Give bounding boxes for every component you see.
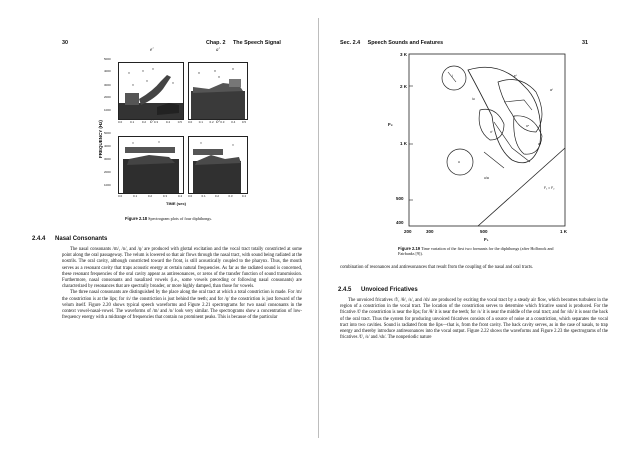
y-tick: 2000 [104, 170, 111, 174]
paragraph: combination of resonances and antiresonances that result from the coupling of the nasal and oral tracts. [340, 265, 534, 270]
y-tick: 1000 [104, 108, 111, 112]
left-page [0, 0, 318, 455]
continuation-text [340, 265, 608, 271]
x-tick: 0.0 [188, 194, 193, 198]
x-tick: 0.1 [132, 194, 138, 198]
diagonal-label: F₁ = F₂ [544, 186, 555, 190]
x-tick: 0.2 [147, 194, 153, 198]
region-label: eᴵ [514, 74, 517, 78]
section-title: Nasal Consonants [55, 236, 108, 242]
region-label: aᵘ [538, 142, 542, 146]
x-tick: 0.1 [198, 120, 203, 124]
y-tick: 3000 [104, 83, 111, 87]
x-tick: 0.3 [220, 120, 225, 124]
region-label: iu [472, 97, 475, 101]
figure-caption-text: Time variation of the first two formants for the diphthongs (after Holbrook and Fairbanks [9]). [398, 246, 554, 256]
right-section-header [340, 40, 443, 46]
spectrogram-panel-4 [188, 136, 248, 194]
section-title: Unvoiced Fricatives [361, 287, 418, 293]
formant-x-axis-label: F₁ [484, 237, 489, 242]
x-axis-title: TIME (sec) [166, 201, 187, 206]
spectrogram-image-2 [189, 63, 247, 119]
right-page-number: 31 [582, 40, 588, 46]
left-page-number: 30 [62, 40, 68, 46]
x-tick: 0.4 [241, 194, 246, 198]
y-axis-title: FREQUENCY (Hz) [98, 120, 103, 158]
spectrogram-image-3 [119, 137, 183, 193]
formant-x-tick: 300 [426, 229, 434, 234]
section-header-number: Sec. 2.4 [340, 40, 361, 46]
x-tick: 0.0 [188, 120, 193, 124]
x-tick: 0.1 [129, 120, 135, 124]
region-label: u [458, 160, 460, 164]
x-tick: 0.5 [241, 120, 246, 124]
x-tick: 0.0 [118, 120, 123, 124]
section-number: 2.4.5 [338, 287, 352, 293]
x-tick: 0.4 [231, 120, 236, 124]
left-chapter-header [206, 40, 281, 46]
formant-y-tick: 1 K [400, 141, 408, 146]
spectrogram-panel-3 [118, 136, 184, 194]
page-gutter [318, 18, 319, 438]
x-tick: 0.4 [177, 194, 182, 198]
chapter-title: The Speech Signal [232, 40, 281, 46]
x-tick: 0.4 [165, 120, 170, 124]
region-label: oᵘ [526, 124, 530, 128]
x-tick: 0.1 [201, 194, 206, 198]
spectrogram-label-4: oᴵ [216, 120, 220, 125]
figure-number: Figure 2.18 [125, 216, 148, 221]
spectrogram-label-2: a' [216, 48, 220, 53]
x-tick: 0.2 [141, 120, 147, 124]
y-tick: 1000 [104, 183, 111, 187]
paragraph: The unvoiced fricatives /f/, /θ/, /s/, and /sh/ are produced by exciting the vocal tract by a steady air flow, which becomes turbulent in the region of a constriction in the vocal tract. The location of the constriction serves to determine which fricative sound is produced. For the fricative /f/ the constriction is near the lips; for /θ/ it is near the teeth; for /s/ it is near the middle of the oral tract; and for /sh/ it is near the back of the oral tract. Thus the system for producing unvoiced fricatives consists of a source of noise at a constriction, which separates the vocal tract into two cavities. Sound is radiated from the lips—that is, from the front cavity. The back cavity serves, as in the case of nasals, to trap energy and thereby introduce antiresonances into the vocal output. Figure 2.22 shows the waveforms and Figure 2.23 the spectrograms of the fricatives /f/, /s/ and /sh/. The nonperiodic nature [340, 298, 608, 341]
x-tick: 0.3 [153, 120, 159, 124]
section-heading-2-4-5 [338, 287, 418, 293]
formant-y-tick: 3 K [400, 52, 408, 57]
x-ticks-2 [188, 120, 246, 124]
region-label: u/a [484, 176, 489, 180]
spectrogram-image-1 [119, 63, 183, 119]
formant-x-tick: 200 [404, 229, 412, 234]
x-ticks-1 [118, 120, 182, 124]
y-tick: 5000 [104, 57, 111, 61]
paragraph: The three nasal consonants are distinguished by the place along the oral tract at which a total constriction is made. For /m/ the constriction is at the lips; for /n/ the constriction is just behind the teeth; and for /ŋ/ the constriction is just forward of the velum itself. Figure 2.20 shows typical speech waveforms and Figure 2.21 spectrograms for two nasal consonants in the context vowel-nasal-vowel. The waveforms of /m/ and /n/ look very similar. The spectrograms show a concentration of low-frequency energy with a midrange of frequencies that contain no prominent peaks. This is because of the particular [62, 290, 302, 321]
formant-trajectory-chart [408, 52, 566, 228]
section-header-title: Speech Sounds and Features [367, 40, 444, 46]
spectrogram-image-4 [189, 137, 247, 193]
x-ticks-3 [118, 194, 182, 198]
y-tick: 5000 [104, 131, 111, 135]
region-label: ɔᴵ [490, 130, 493, 134]
formant-x-tick: 1 K [560, 229, 568, 234]
spectrogram-label-3: o' [150, 120, 154, 125]
x-ticks-4 [188, 194, 246, 198]
spectrogram-panel-2 [188, 62, 248, 120]
x-tick: 0.0 [118, 194, 123, 198]
spectrogram-panel-1 [118, 62, 184, 120]
chapter-number: Chap. 2 [206, 40, 226, 46]
formant-y-tick: 2 K [400, 84, 408, 89]
figure-caption-2-19 [398, 246, 568, 256]
region-label: aᴵ [550, 88, 553, 92]
figure-number: Figure 2.19 [398, 246, 421, 251]
figure-caption-text: Spectrogram plots of four diphthongs. [148, 216, 213, 221]
x-tick: 0.3 [162, 194, 168, 198]
section-number: 2.4.4 [32, 236, 46, 242]
x-tick: 0.2 [209, 120, 214, 124]
x-tick: 0.3 [228, 194, 233, 198]
figure-caption-2-18 [125, 216, 212, 221]
y-tick: 4000 [104, 69, 111, 73]
x-tick: 0.2 [214, 194, 220, 198]
right-body-text [340, 298, 608, 341]
formant-y-tick: 400 [396, 220, 404, 225]
y-tick: 2000 [104, 95, 111, 99]
spectrogram-label-1: e' [150, 48, 154, 53]
section-heading-2-4-4 [32, 236, 107, 242]
x-tick: 0.5 [177, 120, 182, 124]
y-tick: 4000 [104, 144, 111, 148]
formant-x-tick: 500 [480, 229, 488, 234]
region-label: i [452, 74, 453, 78]
formant-y-axis-label: F₂ [388, 122, 393, 127]
y-tick: 3000 [104, 157, 111, 161]
paragraph: The nasal consonants /m/, /n/, and /ŋ/ are produced with glottal excitation and the vocal tract totally constricted at some point along the oral passageway. The velum is lowered so that air flows through the nasal tract, with sound being radiated at the nostrils. The oral cavity, although constricted toward the front, is still acoustically coupled to the pharynx. Thus, the mouth serves as a resonant cavity that traps acoustic energy at certain natural frequencies. As far as the radiated sound is concerned, these resonant frequencies of the oral cavity appear as antiresonances, or zeros of the transfer function of sound transmission. Furthermore, nasal consonants and nasalized vowels (i.e., some vowels preceding or following nasal consonants) are characterized by resonances that are spectrally broader, or more highly damped, than those for vowels. [62, 247, 302, 290]
right-page [320, 0, 638, 455]
formant-y-tick: 500 [396, 196, 404, 201]
left-body-text [62, 247, 302, 321]
